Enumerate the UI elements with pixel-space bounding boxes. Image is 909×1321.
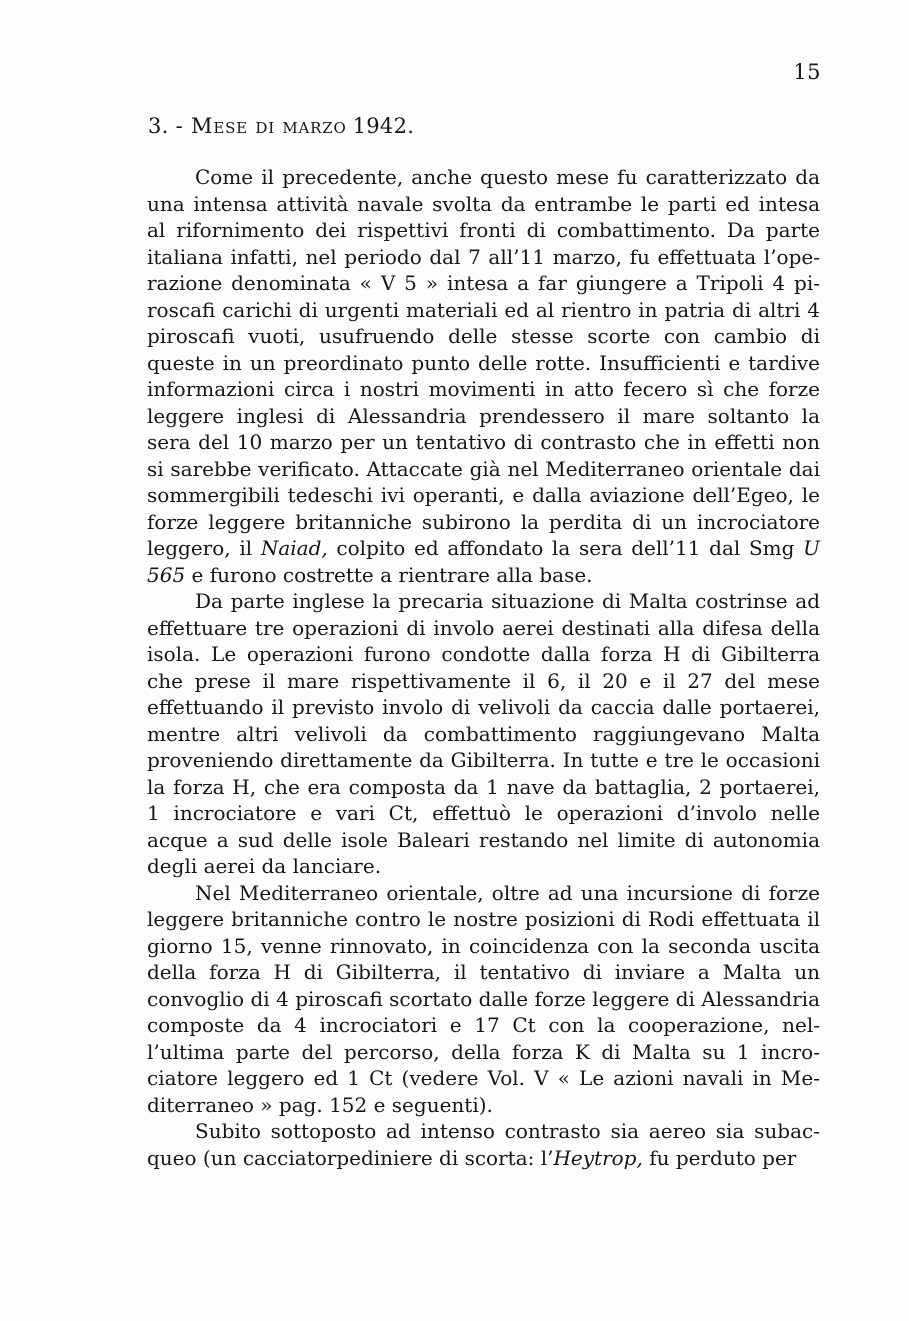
paragraph xyxy=(147,164,820,588)
text-run: Da parte inglese la precaria situazione di Malta costrinse ad effettuare tre operazioni di involo aerei destinati alla difesa della isola. Le operazioni furono condotte dalla forza H di Gibilterra che prese il mare rispettivamente il 6, il 20 e il 27 del mese effettuando il previsto involo di velivoli da caccia dalle portaerei, mentre altri velivoli da combattimento raggiungevano Malta proveniendo direttamente da Gibilterra. In tutte e tre le occasioni la forza H, che era composta da 1 nave da battaglia, 2 portaerei, 1 incrociatore e vari Ct, effettuò le operazioni d’involo nelle acque a sud delle isole Baleari restando nel limite di autonomia degli aerei da lanciare. xyxy=(147,589,820,878)
text-run: Nel Mediterraneo orientale, oltre ad una incursione di forze leggere britanniche contro le nostre posizioni di Rodi effettuata il giorno 15, venne rinnovato, in coincidenza con la seconda uscita della forza H di Gibilterra, il tentativo di inviare a Malta un convoglio di 4 piroscafi scortato dalle forze leggere di Alessandria composte da 4 incrociatori e 17 Ct con la cooperazione, nell’ultima parte del percorso, della forza K di Malta su 1 incrociatore leggero ed 1 Ct (vedere Vol. V « Le azioni navali in Mediterraneo » pag. 152 e seguenti). xyxy=(147,880,820,1117)
italic-text-run: Heytrop, xyxy=(553,1145,643,1170)
text-run: fu perduto per xyxy=(642,1145,797,1170)
italic-text-run: U 565 xyxy=(147,536,821,587)
section-year: 1942. xyxy=(352,114,415,138)
text-run: colpito ed affondato la sera dell’11 dal Smg xyxy=(327,536,804,560)
section-heading xyxy=(148,114,414,138)
paragraph xyxy=(147,880,820,1119)
paragraph xyxy=(147,1118,820,1171)
paragraph xyxy=(147,588,820,880)
text-run: e furono costrette a rientrare alla base. xyxy=(185,562,593,587)
page-number: 15 xyxy=(793,60,821,84)
italic-text-run: Naiad, xyxy=(260,536,328,560)
text-run: Subito sottoposto ad intenso contrasto sia aereo sia subacqueo (un cacciatorpediniere di scorta: l’ xyxy=(147,1119,820,1170)
section-title: Mese di marzo xyxy=(191,114,347,138)
section-number: 3. - xyxy=(148,114,184,138)
text-run: Come il precedente, anche questo mese fu caratterizzato da una intensa attività navale svolta da entrambe le parti ed intesa al rifornimento dei rispettivi fronti di combattimento. Da parte italiana infatti, nel periodo dal 7 all’11 marzo, fu effettuata l’operazione denominata « V 5 » intesa a far giungere a Tripoli 4 piroscafi carichi di urgenti materiali ed al rientro in patria di altri 4 piroscafi vuoti, usufruendo delle stesse scorte con cambio di queste in un preordinato punto delle rotte. Insufficienti e tardive informazioni circa i nostri movimenti in atto fecero sì che forze leggere inglesi di Alessandria prendessero il mare soltanto la sera del 10 marzo per un tentativo di contrasto che in effetti non si sarebbe verificato. Attaccate già nel Mediterraneo orientale dai sommergibili tedeschi ivi operanti, e dalla aviazione dell’Egeo, le forze leggere britanniche subirono la perdita di un incrociatore leggero, il xyxy=(147,165,820,560)
body-text xyxy=(147,164,820,1171)
